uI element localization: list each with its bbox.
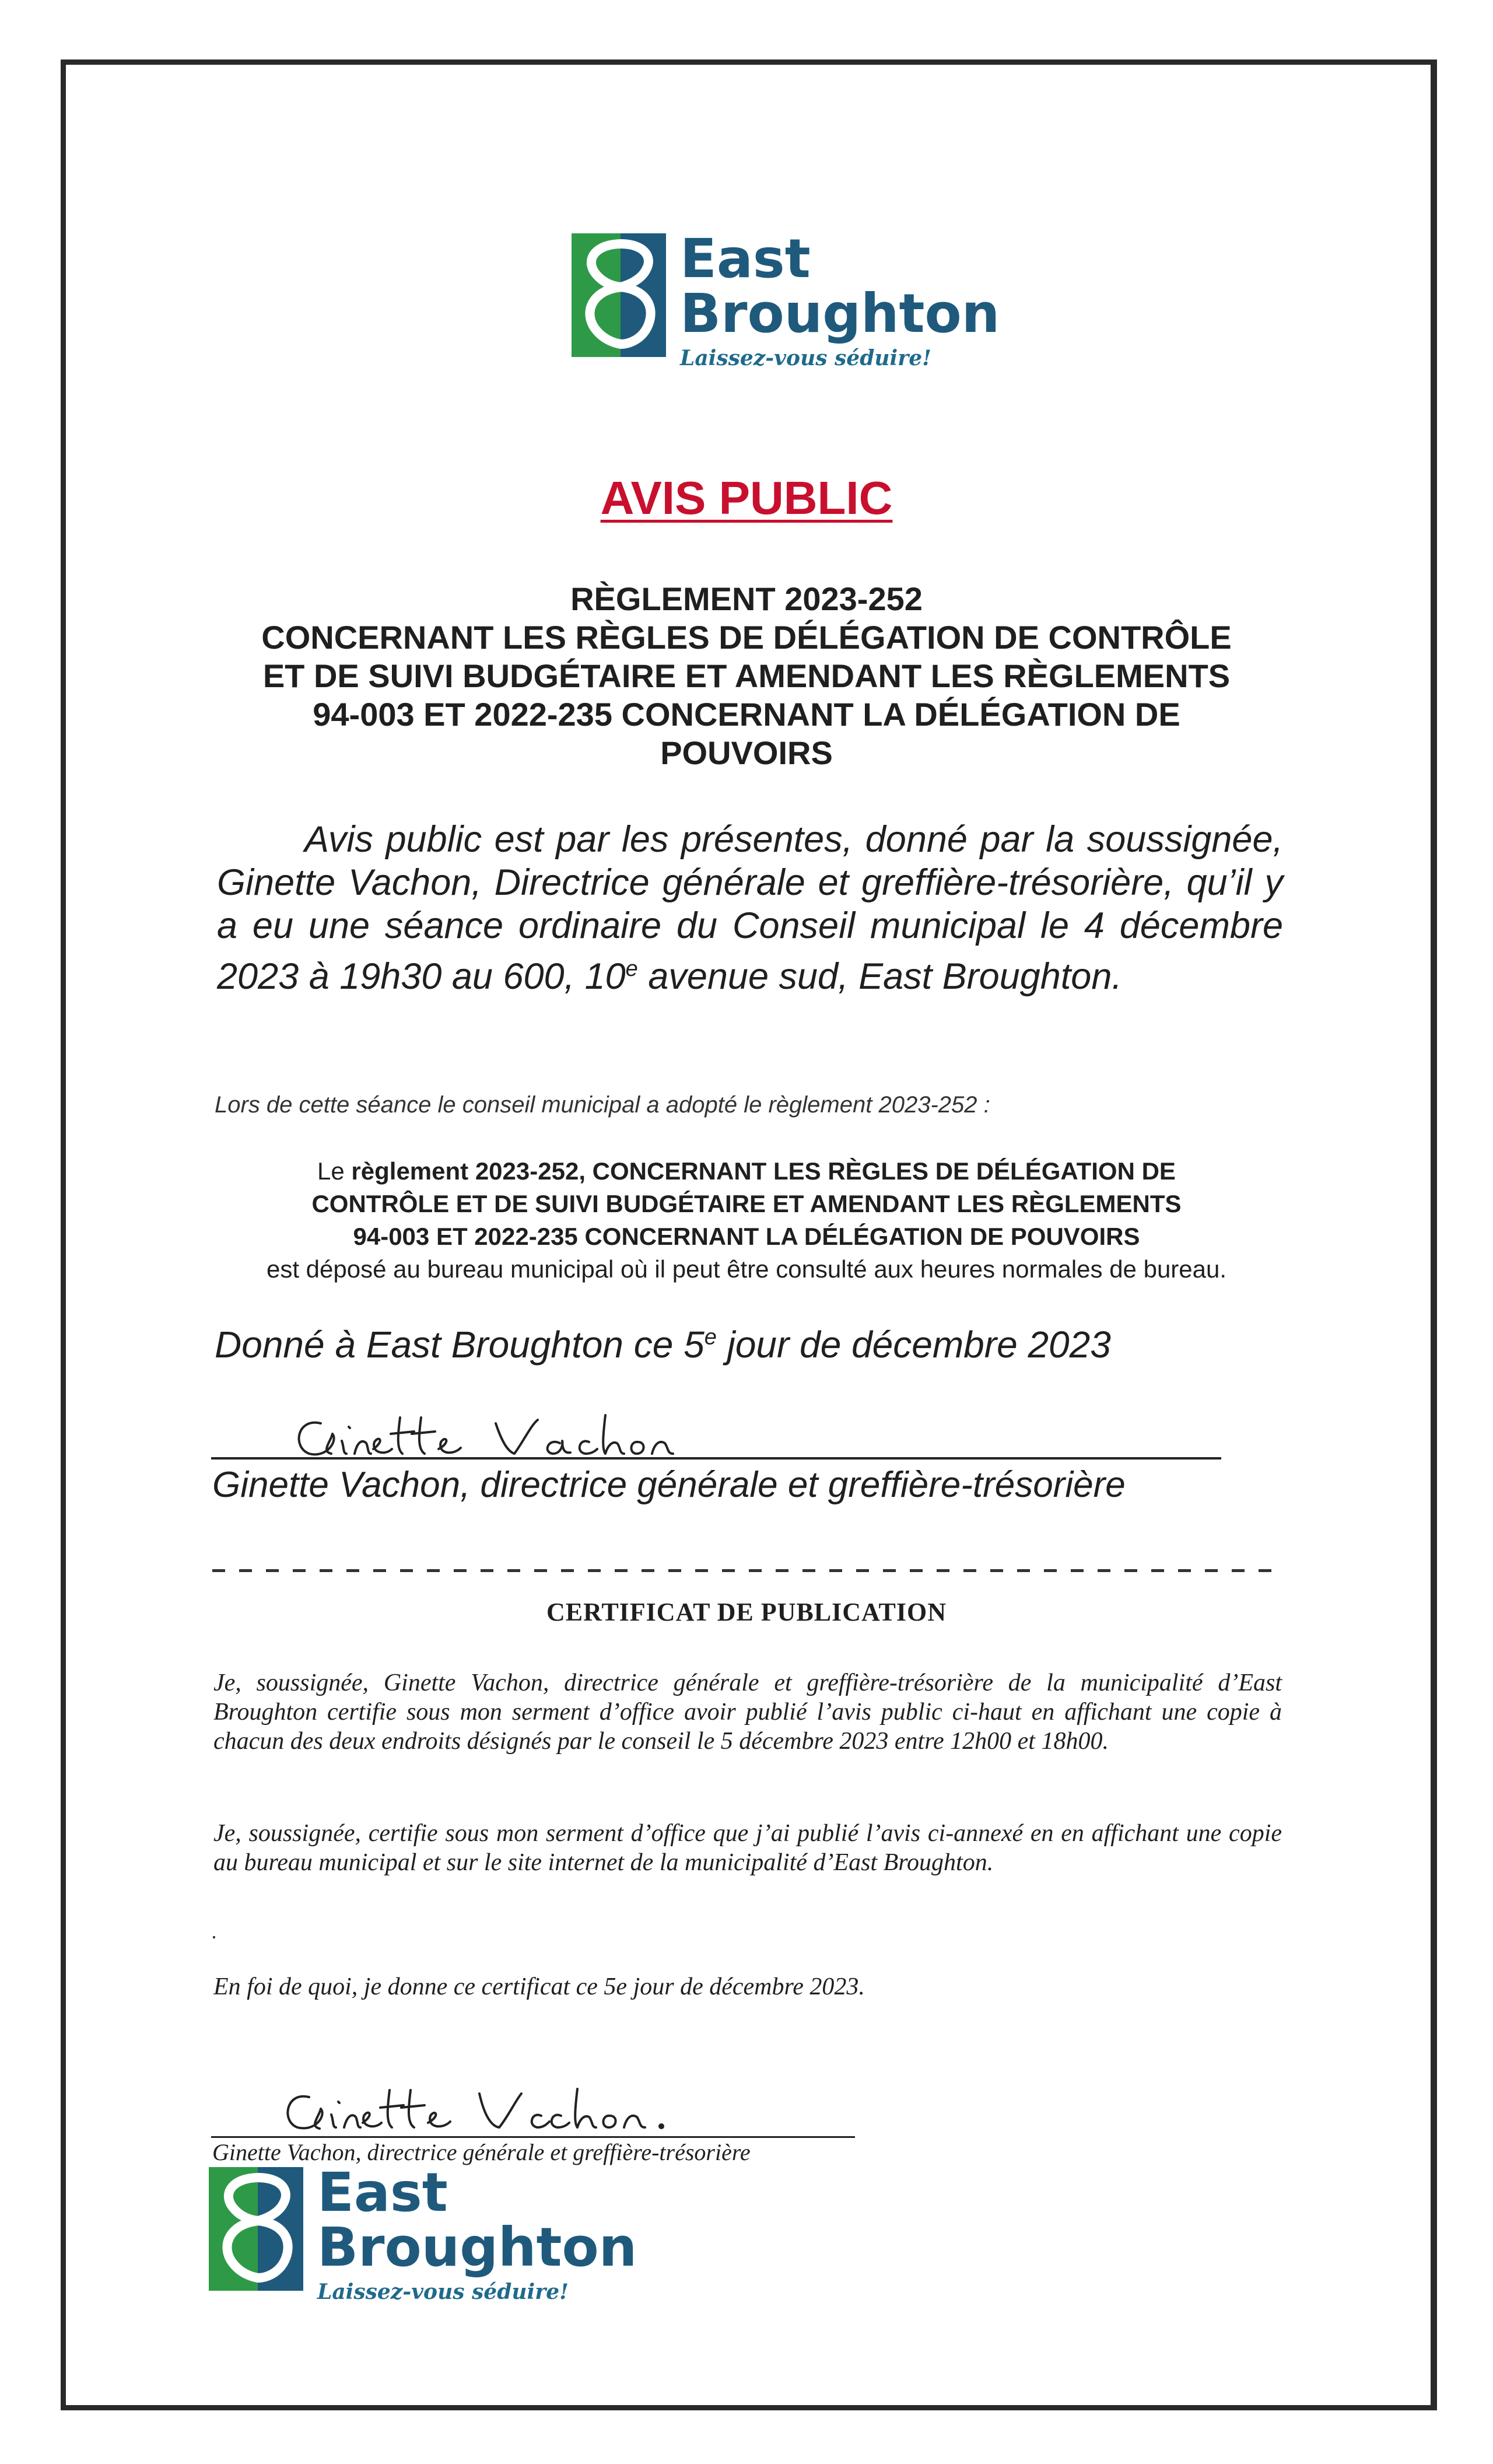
certificate-paragraph-2: Je, soussignée, certifie sous mon serment d’office que j’ai publié l’avis ci-annexé en en affichant une copie au bureau municipal et sur le site internet de la municipalité d’East Broughton. bbox=[213, 1820, 1282, 1876]
east-broughton-logo-bottom bbox=[209, 2161, 637, 2304]
signatory-name: Ginette Vachon, directrice générale et greffière-trésorière bbox=[212, 1465, 1126, 1505]
eb-monogram-icon bbox=[572, 233, 666, 357]
given-text: Donné à East Broughton ce 5 bbox=[215, 1324, 705, 1366]
given-date bbox=[215, 1323, 1111, 1366]
logo-line1: East bbox=[317, 2161, 448, 2224]
logo-tagline: Laissez-vous séduire! bbox=[317, 2280, 569, 2304]
signature-line-2 bbox=[211, 2136, 855, 2138]
intro-superscript: e bbox=[625, 957, 638, 981]
logo-line2: Broughton bbox=[317, 2216, 637, 2278]
logo-line2: Broughton bbox=[680, 282, 1000, 345]
given-text-end: jour de décembre 2023 bbox=[716, 1324, 1111, 1366]
dashed-separator bbox=[212, 1569, 1274, 1572]
certificate-closing: En foi de quoi, je donne ce certificat ce 5e jour de décembre 2023. bbox=[213, 1973, 865, 2000]
signature-line bbox=[211, 1457, 1221, 1460]
logo-line1: East bbox=[680, 228, 811, 290]
signatory-name-2: Ginette Vachon, directrice générale et greffière-trésorière bbox=[212, 2139, 751, 2165]
handwritten-signature bbox=[286, 1400, 682, 1464]
deposit-le: Le bbox=[317, 1157, 352, 1185]
eb-monogram-icon bbox=[209, 2167, 303, 2291]
notice-title: AVIS PUBLIC bbox=[600, 472, 893, 524]
deposit-bold-line: CONTRÔLE ET DE SUIVI BUDGÉTAIRE ET AMENDANT LES RÈGLEMENTS bbox=[311, 1190, 1182, 1217]
stray-dot: . bbox=[211, 1919, 218, 1943]
deposit-bold-line: 94-003 ET 2022-235 CONCERNANT LA DÉLÉGATION DE POUVOIRS bbox=[353, 1223, 1140, 1250]
heading-line: RÈGLEMENT 2023-252 bbox=[570, 580, 923, 617]
given-superscript: e bbox=[704, 1325, 717, 1350]
intro-text: Avis public est par les présentes, donné par la soussignée, Ginette Vachon, Directrice générale et greffière-trésorière, qu’il y a eu une séance ordinaire du Conseil municipal le 4 décembre 2023 à 19h30 au 600, 10 bbox=[217, 819, 1283, 997]
heading-line: ET DE SUIVI BUDGÉTAIRE ET AMENDANT LES RÈGLEMENTS bbox=[262, 657, 1231, 694]
certificate-title: CERTIFICAT DE PUBLICATION bbox=[546, 1598, 947, 1626]
adoption-intro: Lors de cette séance le conseil municipal a adopté le règlement 2023-252 : bbox=[215, 1092, 990, 1118]
certificate-paragraph-1: Je, soussignée, Ginette Vachon, directrice générale et greffière-trésorière de la municipalité d’East Broughton certifie sous mon serment d’office avoir publié l’avis public ci-haut en affichant une copie à chacun des deux endroits désignés par le conseil le 5 décembre 2023 entre 12h00 et 18h00. bbox=[213, 1670, 1282, 1755]
heading-line: POUVOIRS bbox=[660, 734, 833, 771]
deposit-paragraph bbox=[175, 1155, 1318, 1286]
deposit-bold-line: règlement 2023-252, CONCERNANT LES RÈGLES DE DÉLÉGATION DE bbox=[351, 1157, 1176, 1185]
notice-intro-paragraph bbox=[217, 818, 1283, 998]
regulation-heading bbox=[175, 580, 1318, 772]
deposit-last-line: est déposé au bureau municipal où il peut être consulté aux heures normales de bureau. bbox=[266, 1255, 1227, 1283]
logo-tagline: Laissez-vous séduire! bbox=[680, 346, 931, 370]
heading-line: 94-003 ET 2022-235 CONCERNANT LA DÉLÉGATION DE bbox=[313, 696, 1180, 733]
heading-line: CONCERNANT LES RÈGLES DE DÉLÉGATION DE CONTRÔLE bbox=[261, 619, 1232, 656]
handwritten-signature-2 bbox=[274, 2074, 671, 2138]
east-broughton-logo-top bbox=[572, 228, 1000, 370]
intro-text-end: avenue sud, East Broughton. bbox=[637, 956, 1122, 997]
